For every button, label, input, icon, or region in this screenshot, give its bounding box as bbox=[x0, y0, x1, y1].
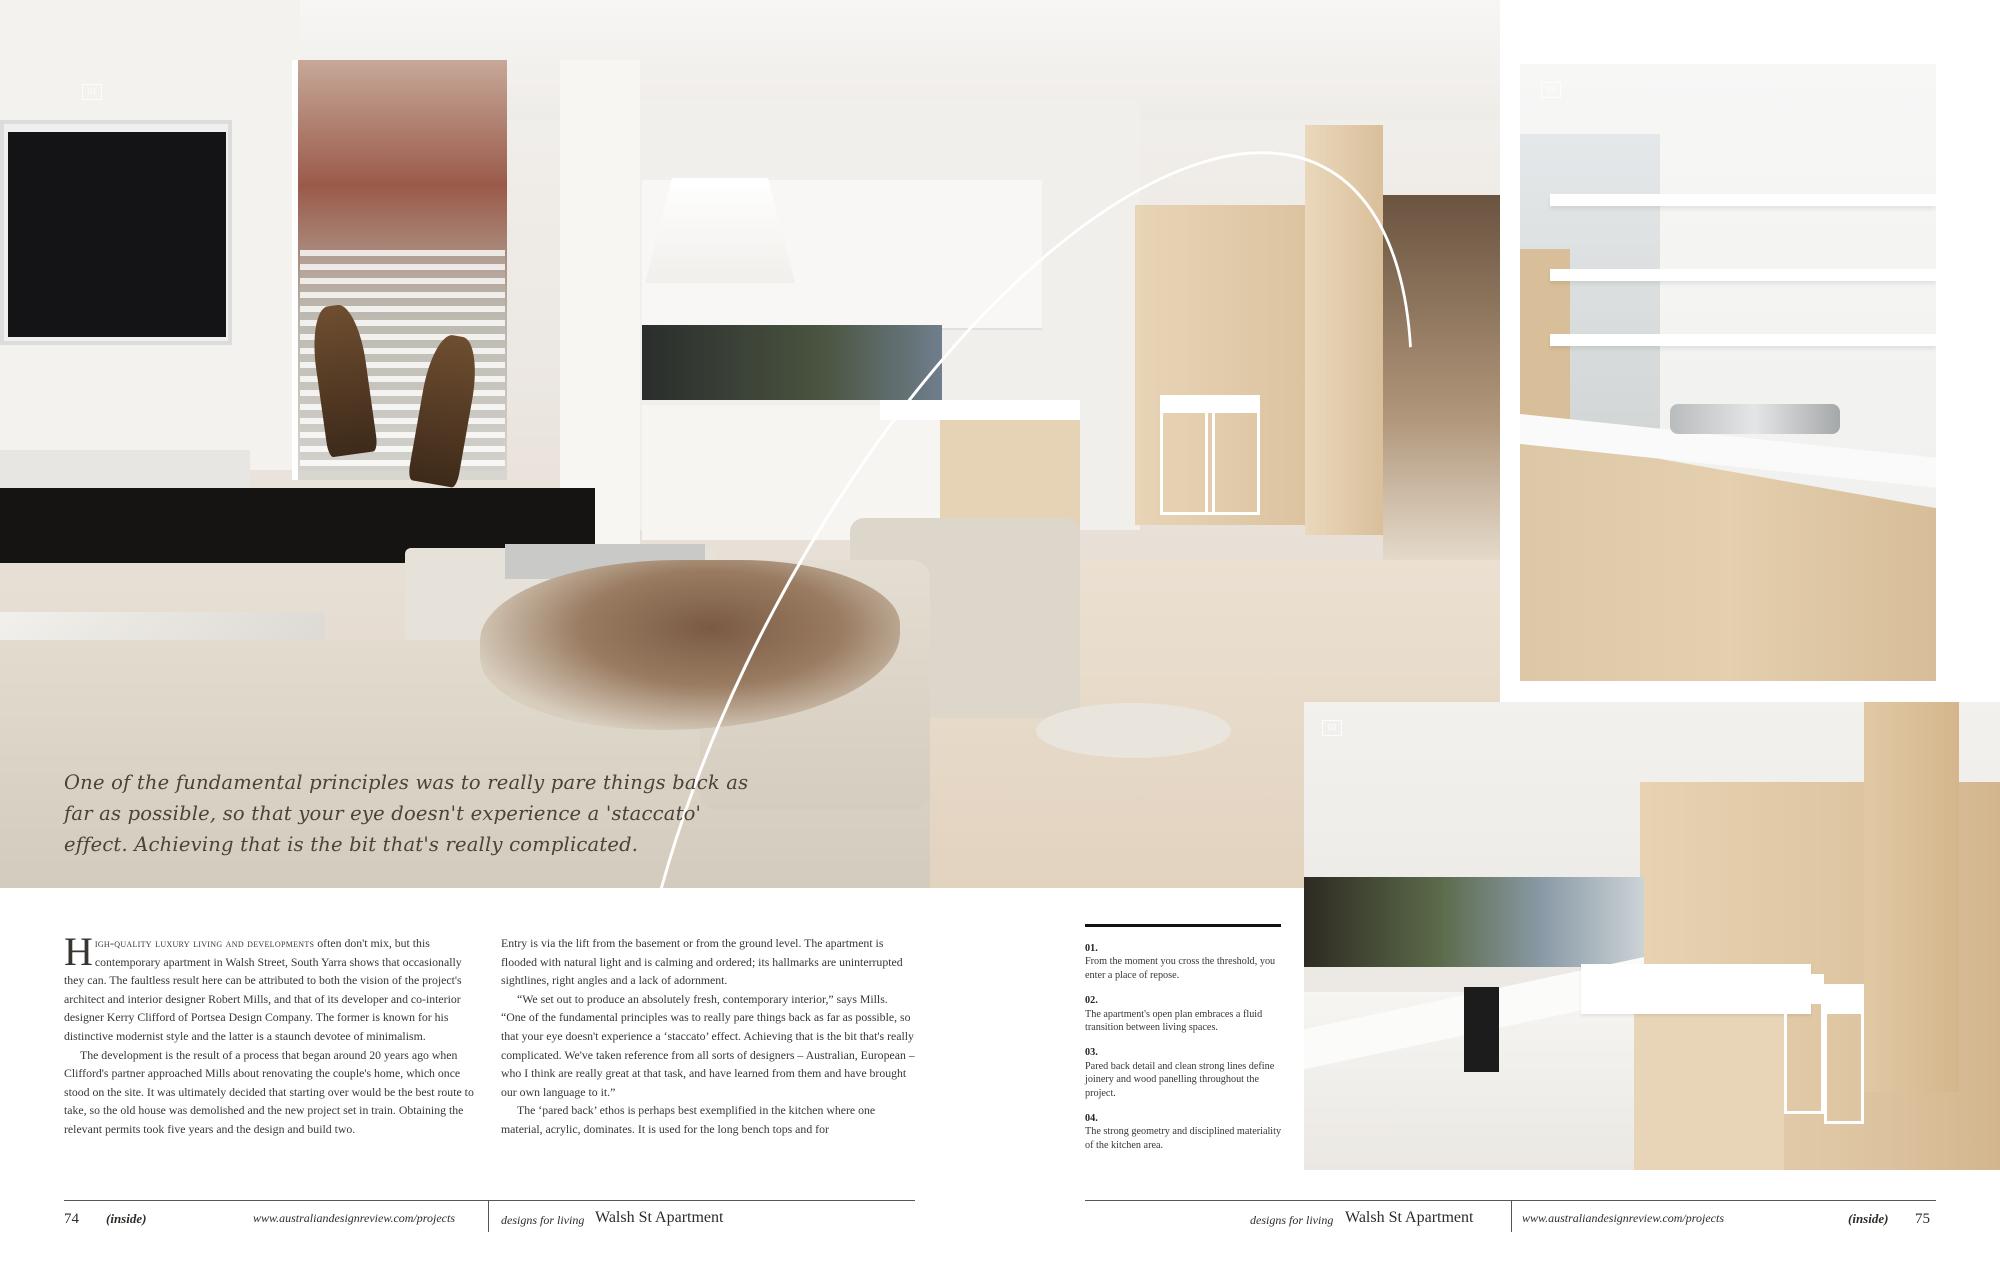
kitchen-photo bbox=[1304, 702, 2000, 1170]
cookware bbox=[1670, 404, 1840, 434]
pull-quote: One of the fundamental principles was to really pare things back as far as possible, so that your eye doesn't experience a 'staccato' effect. Achieving that is the bit that's really complicated. bbox=[64, 771, 749, 856]
tv-screen bbox=[8, 132, 226, 337]
television bbox=[0, 120, 232, 345]
glass-splashback bbox=[642, 325, 942, 400]
glass-splashback bbox=[1304, 877, 1644, 967]
caption-number: 02. bbox=[1085, 995, 1098, 1007]
caption-text: From the moment you cross the threshold, you enter a place of repose. bbox=[1085, 956, 1276, 981]
footer-divider bbox=[1511, 1200, 1512, 1232]
shelf bbox=[1550, 334, 1936, 346]
kitchen-shelves-photo bbox=[1520, 64, 1936, 681]
caption-number: 03. bbox=[1085, 1047, 1098, 1059]
footer-rule bbox=[64, 1200, 915, 1201]
caption-number: 01. bbox=[1085, 943, 1098, 954]
magazine-brand: (inside) bbox=[1848, 1211, 1889, 1226]
page-number: 75 bbox=[1915, 1211, 1930, 1227]
photo-number: 01 bbox=[82, 84, 102, 100]
white-column bbox=[560, 60, 640, 560]
island-bench bbox=[1581, 964, 1811, 1014]
shelf bbox=[1550, 269, 1936, 281]
article-paragraph: “We set out to produce an absolutely fresh, contemporary interior,” says Mills. “One of the fundamental principles was to really pare things back as far as possible, so that your eye doesn't experience a ‘staccato’ effect. Achieving that is the bit that's really complicated. We've taken reference from all sorts of designers – Australian, European – who I think are really great at that task, and have learned from them and have brought our own language to it.” bbox=[501, 991, 915, 1099]
caption bbox=[1085, 942, 1290, 982]
article-column-1 bbox=[64, 929, 478, 1139]
article-column-2 bbox=[501, 934, 915, 1139]
caption bbox=[1085, 1112, 1290, 1152]
article-paragraph bbox=[64, 929, 478, 1046]
story-title: Walsh St Apartment bbox=[595, 1209, 724, 1226]
island-base bbox=[1634, 1012, 1784, 1170]
caption-text: Pared back detail and clean strong lines define joinery and wood panelling throughout the project. bbox=[1085, 1060, 1275, 1099]
section-name: designs for living bbox=[1250, 1213, 1334, 1227]
timber-panel bbox=[1864, 702, 1959, 1092]
caption bbox=[1085, 1046, 1290, 1100]
paragraph-text: often don't mix, but this contemporary apartment in Walsh Street, South Yarra shows that occasionally they can. The faultless result here can be attributed to both the vision of the project's architect and interior designer Robert Mills, and that of its developer and co-interior designer Kerry Clifford of Portsea Design Company. The former is known for his distinctive modernist style and the latter is a staunch devotee of minimalism. bbox=[64, 936, 462, 1043]
lamp-base bbox=[1036, 703, 1231, 758]
caption bbox=[1085, 994, 1290, 1034]
white-ledge bbox=[0, 450, 250, 490]
caption-text: The apartment's open plan embraces a fluid transition between living spaces. bbox=[1085, 1008, 1263, 1034]
bar-stool bbox=[1824, 984, 1864, 1124]
page-number: 74 bbox=[64, 1211, 79, 1227]
photo-number: 02 bbox=[1541, 82, 1561, 98]
section-name: designs for living bbox=[501, 1213, 585, 1227]
article-paragraph: Entry is via the lift from the basement or from the ground level. The apartment is flooded with natural light and is calming and ordered; its hallmarks are uninterrupted sightlines, right angles and a lack of adornment. bbox=[501, 936, 903, 988]
oven bbox=[1464, 987, 1499, 1072]
article-paragraph: The development is the result of a process that began around 20 years ago when Clifford's partner approached Mills about renovating the couple's home, which once stood on the site. It was ultimately decided that starting over would be the best route to take, so the old house was demolished and the new project set in train. Obtaining the relevant permits took five years and the design and build two. bbox=[64, 1047, 474, 1136]
article-paragraph: The ‘pared back’ ethos is perhaps best exemplified in the kitchen where one material, acrylic, dominates. It is used for the long bench tops and for bbox=[501, 1103, 876, 1136]
shelf bbox=[1550, 194, 1936, 206]
photo-captions bbox=[1085, 942, 1290, 1164]
caption-rule bbox=[1085, 924, 1281, 927]
caption-text: The strong geometry and disciplined materiality of the kitchen area. bbox=[1085, 1126, 1282, 1151]
footer-divider bbox=[488, 1200, 489, 1232]
photo-number: 03 bbox=[1322, 720, 1342, 736]
caption-number: 04. bbox=[1085, 1113, 1098, 1125]
story-title: Walsh St Apartment bbox=[1345, 1209, 1474, 1226]
drop-cap: H bbox=[64, 929, 93, 974]
bar-stool bbox=[1784, 974, 1824, 1114]
footer-url: www.australiandesignreview.com/projects bbox=[1522, 1211, 1724, 1225]
lead-in: igh-quality luxury living and developments bbox=[94, 936, 315, 950]
magazine-brand: (inside) bbox=[106, 1211, 147, 1226]
footer-url: www.australiandesignreview.com/projects bbox=[253, 1211, 455, 1225]
